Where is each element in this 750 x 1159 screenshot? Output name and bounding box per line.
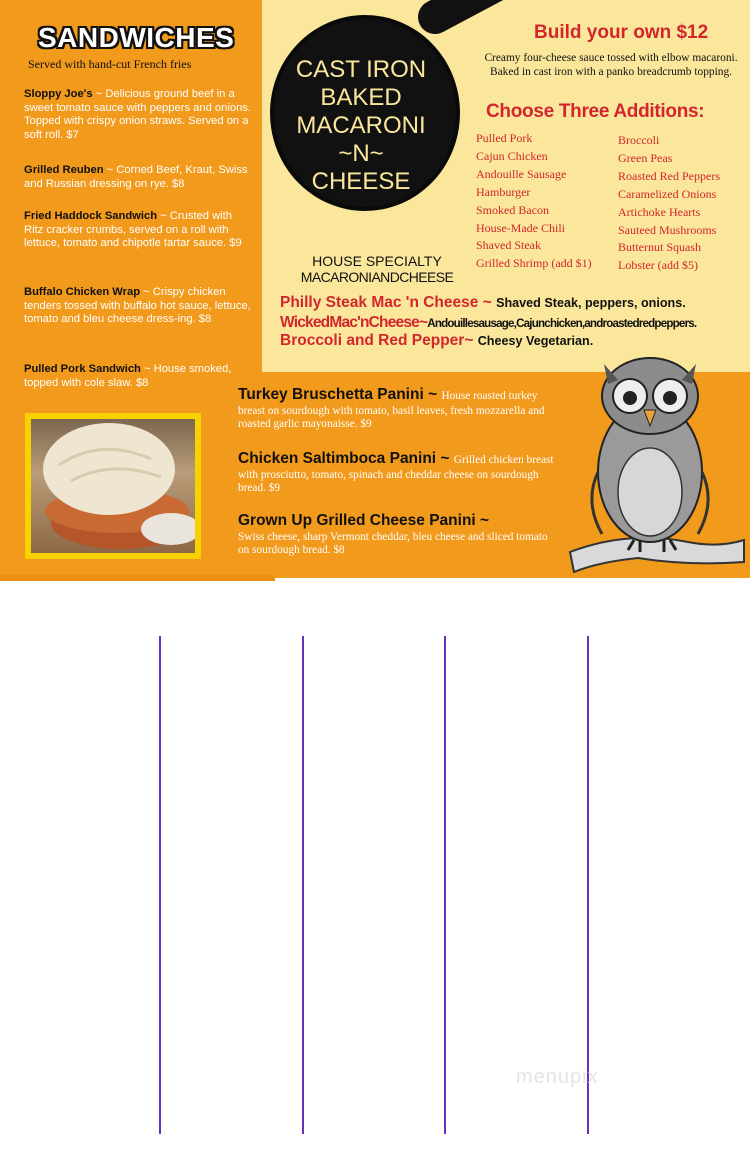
menu-item-turkey-panini [238, 385, 560, 432]
addition-item: House-Made Chili [476, 220, 565, 235]
item-desc: Corned Beef, Kraut, Swiss and Russian dressing on rye. $8 [24, 164, 248, 190]
divider-line [302, 636, 304, 1134]
item-desc: Delicious ground beef in a sweet tomato sauce with peppers and onions. Topped with crispy onion straws. Served on a soft roll. $7 [24, 88, 251, 141]
specialty-desc: Shaved Steak, peppers, onions. [496, 296, 686, 310]
menu-item-buffalo-wrap [24, 286, 252, 327]
sandwich-illustration [31, 419, 195, 553]
orange-bottom-strip [0, 575, 275, 581]
specialty-broccoli [280, 332, 593, 350]
addition-item: Hamburger [476, 184, 531, 199]
specialty-sep: ~ [464, 332, 478, 349]
item-name: Sloppy Joe's [24, 88, 93, 100]
specialty-wicked [280, 314, 696, 332]
specialty-desc: Cheesy Vegetarian. [477, 334, 594, 348]
addition-item: Grilled Shrimp (add $1) [476, 256, 592, 271]
skillet-line: MACARONI [296, 112, 426, 139]
divider-line [159, 636, 161, 1134]
menu-item-reuben [24, 164, 252, 191]
addition-item: Sauteed Mushrooms [618, 222, 717, 237]
addition-item: Smoked Bacon [476, 202, 549, 217]
house-specialty-line: HOUSE SPECIALTY [312, 253, 442, 269]
addition-item: Green Peas [618, 150, 673, 165]
menu-item-saltimboca-panini [238, 449, 560, 496]
skillet-line: CHEESE [311, 168, 411, 195]
item-sep: ~ [92, 88, 106, 100]
item-sep: ~ [475, 512, 490, 529]
addition-item: Andouille Sausage [476, 166, 567, 181]
skillet-line: BAKED [320, 84, 402, 111]
item-name: Chicken Saltimboca Panini [238, 450, 437, 467]
addition-item: Artichoke Hearts [618, 204, 701, 219]
choose-additions-title: Choose Three Additions: [486, 101, 705, 122]
item-sep: ~ [423, 386, 442, 403]
skillet-line: ~N~ [338, 140, 384, 167]
divider-line [587, 636, 589, 1134]
skillet-line: CAST IRON [295, 56, 427, 83]
menu-item-sloppy-joe [24, 88, 252, 142]
addition-item: Lobster (add $5) [618, 258, 698, 273]
item-desc: Grilled chicken breast with prosciutto, tomato, spinach and cheddar cheese on sourdough bread. $9 [238, 454, 554, 495]
sandwiches-subtitle: Served with hand-cut French fries [28, 57, 192, 71]
menu-item-pulled-pork [24, 363, 252, 390]
addition-item: Caramelized Onions [618, 186, 717, 201]
item-name: Grilled Reuben [24, 164, 104, 176]
addition-item: Butternut Squash [618, 240, 701, 255]
item-name: Buffalo Chicken Wrap [24, 286, 141, 298]
house-specialty-line: MACARONIANDCHEESE [300, 269, 454, 285]
specialty-philly [280, 294, 686, 312]
item-sep: ~ [103, 164, 117, 176]
specialty-name: Broccoli and Red Pepper [280, 332, 465, 349]
addition-item: Shaved Steak [476, 238, 541, 253]
menu-item-grilled-cheese-panini [238, 511, 560, 558]
item-sep: ~ [436, 450, 454, 467]
specialty-name: WickedMac'nCheese [280, 314, 419, 331]
item-name: Turkey Bruschetta Panini [238, 386, 424, 403]
item-desc: Swiss cheese, sharp Vermont cheddar, bleu cheese and sliced tomato on sourdough bread. $8 [238, 531, 548, 557]
specialty-name: Philly Steak Mac 'n Cheese [280, 294, 479, 311]
item-desc: Crispy chicken tenders tossed with buffalo hot sauce, lettuce, tomato and bleu cheese dress-ing. $8 [24, 286, 251, 326]
specialty-desc: Andouillesausage,Cajunchicken,androastedredpeppers. [427, 317, 697, 330]
sandwich-photo [31, 419, 195, 553]
addition-item: Cajun Chicken [476, 148, 548, 163]
additions-right-list [618, 132, 720, 275]
addition-item: Broccoli [618, 133, 660, 147]
item-name: Fried Haddock Sandwich [24, 210, 158, 222]
item-desc: House smoked, topped with cole slaw. $8 [24, 363, 232, 389]
owl-icon [568, 352, 746, 578]
skillet-title [266, 56, 456, 196]
addition-item: Roasted Red Peppers [618, 168, 720, 183]
item-sep: ~ [140, 286, 153, 298]
build-your-own-title: Build your own $12 [534, 22, 709, 43]
item-sep: ~ [157, 210, 170, 222]
build-your-own-desc: Creamy four-cheese sauce tossed with elbow macaroni. Baked in cast iron with a panko breadcrumb topping. [484, 52, 738, 78]
watermark: menupix [516, 1066, 599, 1088]
item-name: Grown Up Grilled Cheese Panini [238, 512, 476, 529]
divider-line [444, 636, 446, 1134]
addition-item: Pulled Pork [476, 131, 533, 145]
house-specialty-heading [278, 253, 476, 285]
specialty-sep: ~ [478, 294, 497, 311]
sandwiches-title: SANDWICHES [38, 22, 235, 53]
item-name: Pulled Pork Sandwich [24, 363, 141, 375]
item-desc: Crusted with Ritz cracker crumbs, served on a roll with lettuce, tomato and chipotle tartar sauce. $9 [24, 210, 242, 250]
item-desc: House roasted turkey breast on sourdough with tomato, basil leaves, fresh mozzarella and roasted garlic mayonaisse. $9 [238, 390, 545, 431]
menu-item-haddock [24, 210, 252, 251]
item-sep: ~ [140, 363, 154, 375]
specialty-sep: ~ [418, 314, 428, 331]
additions-left-list [476, 130, 592, 273]
